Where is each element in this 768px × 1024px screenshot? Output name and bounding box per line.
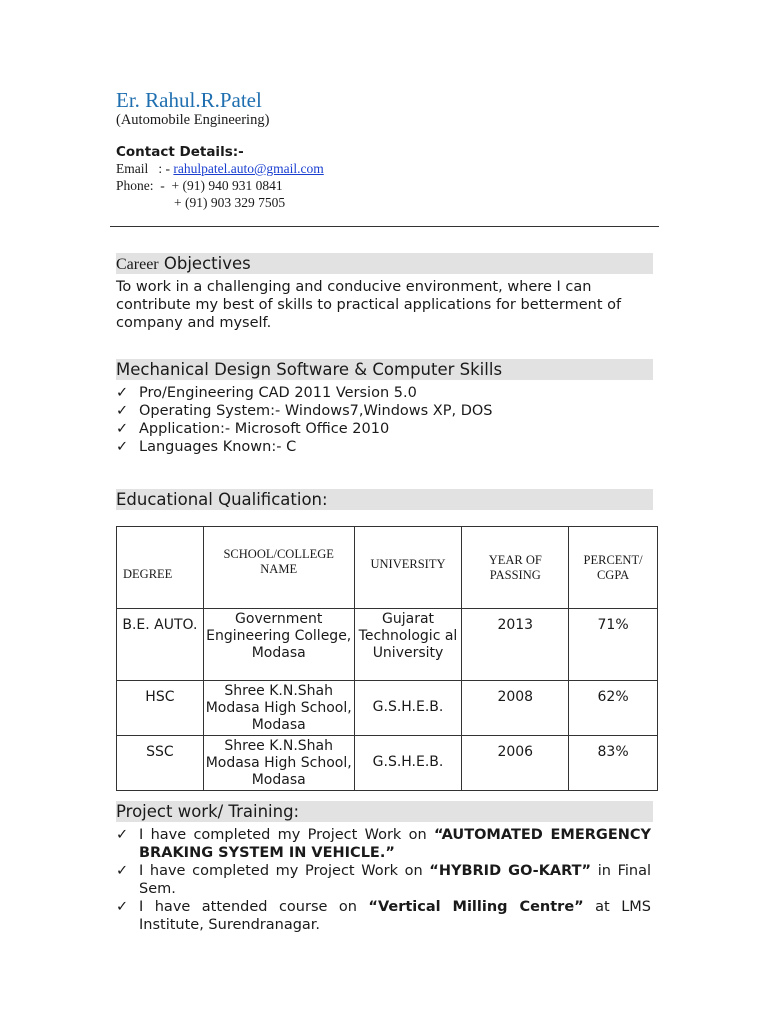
projects-list [116,826,651,934]
table-row [117,681,658,736]
list-item: ✓ I have attended course on “Vertical Milling Centre” at LMS Institute, Surendranagar. [116,899,651,933]
column-header-percent: PERCENT/ CGPA [569,527,658,609]
table-cell: 2006 [462,736,569,791]
table-cell: G.S.H.E.B. [354,681,462,736]
column-header-university: UNIVERSITY [354,527,462,609]
check-icon: ✓ [116,403,129,419]
career-heading-rest: Objectives [158,254,251,273]
table-cell: Shree K.N.Shah Modasa High School, Modasa [203,736,354,791]
table-cell: Shree K.N.Shah Modasa High School, Modasa [203,681,354,736]
table-cell: Gujarat Technologic al University [354,609,462,681]
table-row [117,736,658,791]
table-cell: 2013 [462,609,569,681]
check-icon: ✓ [116,385,129,401]
table-cell: G.S.H.E.B. [354,736,462,791]
career-objective-text: To work in a challenging and conducive environment, where I can contribute my best of skills to practical applications for betterment of company and myself. [116,279,622,331]
list-item: ✓ Operating System:- Windows7,Windows XP, DOS [116,403,493,419]
list-item: ✓ I have completed my Project Work on “HYBRID GO-KART” in Final Sem. [116,863,651,897]
phone-label: Phone: - [116,178,172,193]
column-header-year: YEAR OF PASSING [462,527,569,609]
contact-details-title: Contact Details:- [116,144,244,160]
table-cell: B.E. AUTO. [117,609,204,681]
header-divider [110,226,659,227]
column-header-degree: DEGREE [117,527,204,609]
table-cell: 71% [569,609,658,681]
phone-number-1: + (91) 940 931 0841 [171,178,283,193]
check-icon: ✓ [116,899,129,915]
list-item: ✓ Languages Known:- C [116,439,297,455]
table-cell: 83% [569,736,658,791]
check-icon: ✓ [116,421,129,437]
phone-number-2: + (91) 903 329 7505 [174,195,286,210]
check-icon: ✓ [116,863,129,879]
check-icon: ✓ [116,439,129,455]
projects-heading: Project work/ Training: [116,801,653,822]
phone-line [116,178,283,194]
education-heading: Educational Qualification: [116,489,653,510]
email-label: Email : - [116,161,174,176]
email-link[interactable]: rahulpatel.auto@gmail.com [173,161,324,176]
email-line [116,161,324,177]
career-heading-small: Career [116,256,159,273]
list-item: ✓ Pro/Engineering CAD 2011 Version 5.0 [116,385,417,401]
candidate-name: Er. Rahul.R.Patel [116,88,262,112]
education-table [116,526,658,791]
skills-list [116,384,492,456]
skills-heading: Mechanical Design Software & Computer Skills [116,359,653,380]
table-cell: 62% [569,681,658,736]
table-cell: 2008 [462,681,569,736]
table-row [117,609,658,681]
table-cell: SSC [117,736,204,791]
candidate-subtitle: (Automobile Engineering) [116,112,270,128]
list-item: ✓ Application:- Microsoft Office 2010 [116,421,390,437]
column-header-school: SCHOOL/COLLEGE NAME [203,527,354,609]
check-icon: ✓ [116,827,129,843]
career-objectives-heading [116,253,653,274]
table-cell: Government Engineering College, Modasa [203,609,354,681]
list-item: ✓ I have completed my Project Work on “AUTOMATED EMERGENCY BRAKING SYSTEM IN VEHICLE.” [116,827,651,861]
table-cell: HSC [117,681,204,736]
table-header-row [117,527,658,609]
